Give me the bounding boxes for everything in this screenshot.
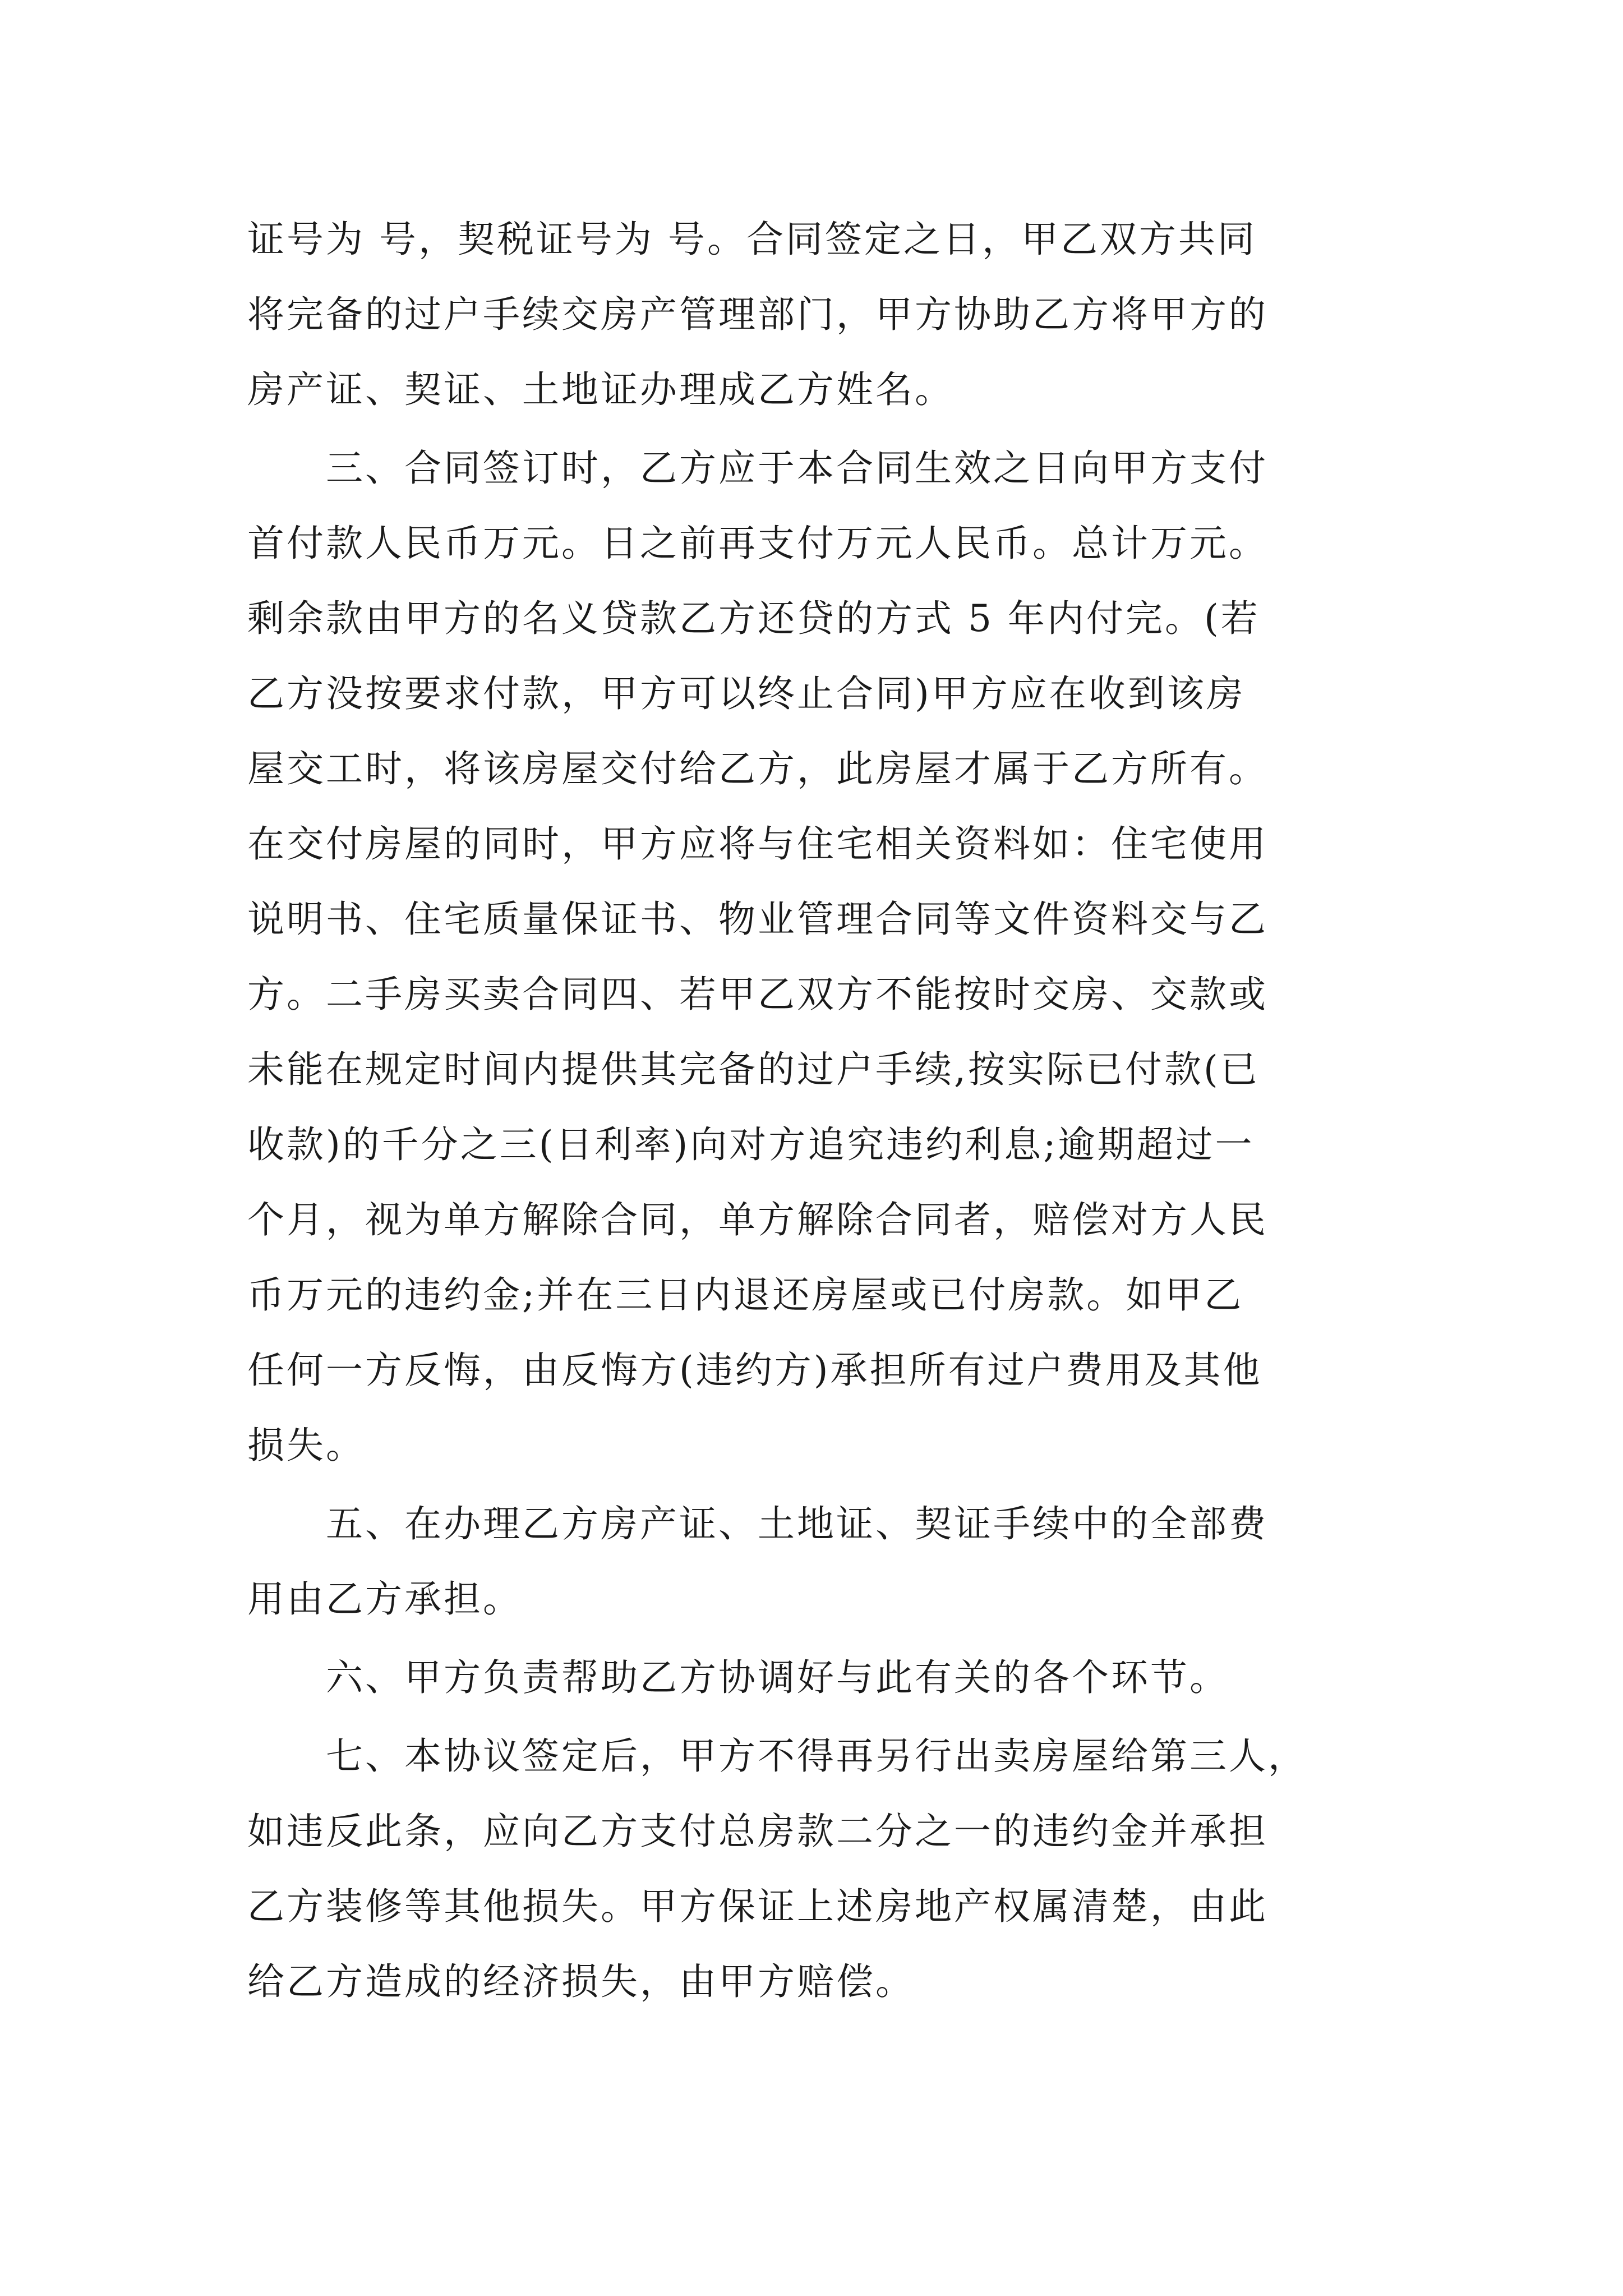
text-line: 方。二手房买卖合同四、若甲乙双方不能按时交房、交款或 bbox=[247, 973, 1268, 1016]
paragraph-continuation bbox=[247, 202, 1386, 427]
text-line: 用由乙方承担。 bbox=[247, 1577, 522, 1621]
text-line: 损失。 bbox=[247, 1424, 365, 1467]
paragraph-clause-three bbox=[247, 431, 1386, 1483]
text-line: 将完备的过户手续交房产管理部门，甲方协助乙方将甲方的 bbox=[247, 293, 1268, 336]
text-line: 首付款人民币万元。日之前再支付万元人民币。总计万元。 bbox=[247, 522, 1268, 565]
text-line: 三、合同签订时，乙方应于本合同生效之日向甲方支付 bbox=[326, 447, 1268, 490]
text-line: 六、甲方负责帮助乙方协调好与此有关的各个环节。 bbox=[326, 1656, 1229, 1699]
text-line: 如违反此条，应向乙方支付总房款二分之一的违约金并承担 bbox=[247, 1810, 1268, 1853]
contract-body bbox=[247, 202, 1386, 2019]
text-line: 个月，视为单方解除合同，单方解除合同者，赔偿对方人民 bbox=[247, 1198, 1268, 1241]
text-line: 在交付房屋的同时，甲方应将与住宅相关资料如：住宅使用 bbox=[247, 822, 1268, 866]
text-line: 任何一方反悔，由反悔方(违约方)承担所有过户费用及其他 bbox=[247, 1349, 1262, 1392]
text-line: 币万元的违约金;并在三日内退还房屋或已付房款。如甲乙 bbox=[247, 1273, 1244, 1317]
paragraph-clause-six bbox=[247, 1640, 1386, 1715]
text-line: 未能在规定时间内提供其完备的过户手续,按实际已付款(已 bbox=[247, 1048, 1260, 1091]
text-line: 说明书、住宅质量保证书、物业管理合同等文件资料交与乙 bbox=[247, 898, 1268, 941]
text-line: 五、在办理乙方房产证、土地证、契证手续中的全部费 bbox=[326, 1502, 1268, 1545]
text-line: 房产证、契证、土地证办理成乙方姓名。 bbox=[247, 368, 954, 411]
text-line: 收款)的千分之三(日利率)向对方追究违约利息;逾期超过一 bbox=[247, 1123, 1255, 1166]
text-line: 给乙方造成的经济损失，由甲方赔偿。 bbox=[247, 1960, 915, 2003]
paragraph-clause-seven bbox=[247, 1719, 1386, 2019]
paragraph-clause-five bbox=[247, 1487, 1386, 1637]
text-line: 乙方没按要求付款，甲方可以终止合同)甲方应在收到该房 bbox=[247, 672, 1246, 715]
text-line: 剩余款由甲方的名义贷款乙方还贷的方式 5 年内付完。(若 bbox=[247, 597, 1260, 640]
text-line: 七、本协议签定后，甲方不得再另行出卖房屋给第三人， bbox=[326, 1734, 1307, 1778]
text-line: 证号为 号，契税证号为 号。合同签定之日，甲乙双方共同 bbox=[247, 218, 1257, 261]
text-line: 乙方装修等其他损失。甲方保证上述房地产权属清楚，由此 bbox=[247, 1885, 1268, 1928]
text-line: 屋交工时，将该房屋交付给乙方，此房屋才属于乙方所有。 bbox=[247, 747, 1268, 790]
